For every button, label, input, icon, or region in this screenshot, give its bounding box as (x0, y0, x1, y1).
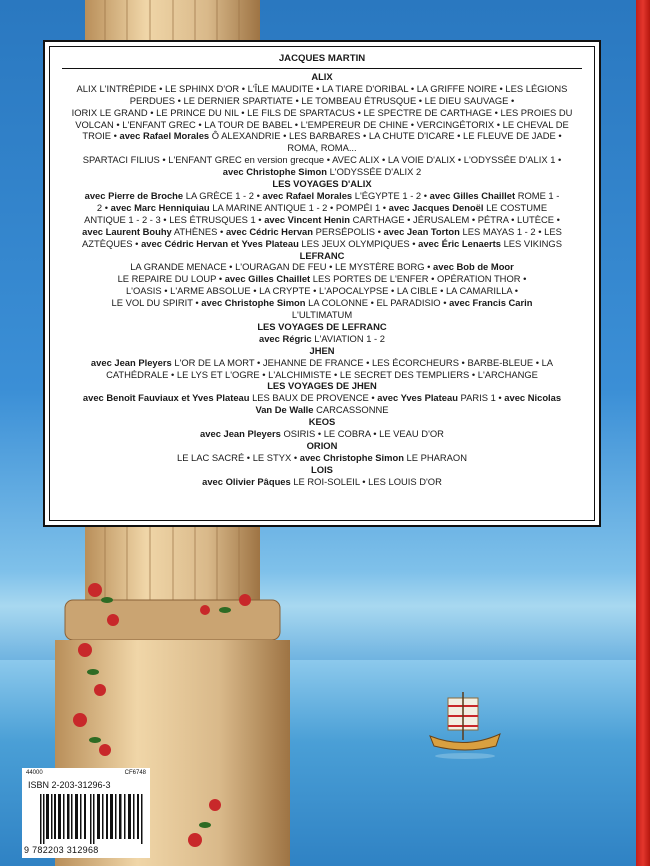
title-line (58, 309, 586, 321)
bibliography-panel (43, 40, 601, 527)
album-titles: LES JEUX OLYMPIQUES • (298, 237, 419, 249)
album-titles: LE ROI-SOLEIL • LES LOUIS D'OR (290, 475, 442, 487)
album-titles: PARIS 1 • (457, 392, 505, 404)
album-titles: PERSÉPOLIS • (312, 225, 384, 237)
red-spine (636, 0, 650, 866)
album-titles: L'ÉGYPTE 1 - 2 • (352, 189, 430, 201)
series-heading: JHEN (309, 344, 335, 356)
series-heading: LEFRANC (299, 249, 345, 261)
title-line (58, 333, 586, 345)
collaborator-name: avec Christophe Simon (201, 297, 306, 309)
collaborator-name: avec Yves Plateau (377, 392, 458, 404)
title-line (58, 261, 586, 273)
album-titles: LE COSTUME (483, 201, 548, 213)
series-heading: KEOS (308, 416, 336, 428)
barcode-code-right: CF6748 (124, 770, 146, 776)
ship-illustration (420, 690, 510, 770)
collaborator-name: avec Olivier Pâques (202, 475, 291, 487)
album-titles: LE PHARAON (403, 451, 467, 463)
title-line (58, 452, 586, 464)
collaborator-name: avec Cédric Hervan et Yves Plateau (141, 237, 299, 249)
collaborator-name: avec Francis Carin (449, 297, 533, 309)
title-line (58, 357, 586, 369)
collaborator-name: avec Christophe Simon (222, 166, 327, 178)
album-titles: Ô ALEXANDRIE • LES BARBARES • LA CHUTE D'ICARE • LE FLEUVE DE JADE • (209, 130, 562, 142)
album-titles: ANTIQUE 1 - 2 - 3 • LES ÉTRUSQUES 1 • (84, 213, 265, 225)
album-titles: CATHÉDRALE • LE LYS ET L'OGRE • L'ALCHIMISTE • LE SECRET DES TEMPLIERS • L'ARCHANGE (106, 368, 538, 380)
album-titles: 2 • (96, 201, 111, 213)
divider (62, 68, 582, 69)
collaborator-name: avec Régric (259, 332, 312, 344)
album-titles: AZTÈQUES • (82, 237, 142, 249)
album-titles: LES MAYAS 1 - 2 • LES (459, 225, 562, 237)
collaborator-name: avec Éric Lenaerts (418, 237, 501, 249)
author-name: JACQUES MARTIN (278, 53, 366, 64)
album-titles: ATHÈNES • (171, 225, 226, 237)
collaborator-name: avec Pierre de Broche (84, 189, 184, 201)
album-titles: L'OR DE LA MORT • JEHANNE DE FRANCE • LES ÉCORCHEURS • BARBE-BLEUE • LA (171, 356, 554, 368)
album-titles: LA COLONNE • EL PARADISIO • (305, 297, 450, 309)
title-line (58, 285, 586, 297)
album-titles: LE LAC SACRÉ • LE STYX • (176, 451, 300, 463)
title-line (58, 297, 586, 309)
album-titles: L'ODYSSÉE D'ALIX 2 (326, 166, 422, 178)
title-line (58, 154, 586, 166)
series-list (58, 71, 586, 488)
collaborator-name: avec Jacques Denoël (388, 201, 484, 213)
album-titles: LES VIKINGS (500, 237, 562, 249)
album-titles: LA GRÈCE 1 - 2 • (183, 189, 263, 201)
collaborator-name: avec Gilles Chaillet (224, 273, 311, 285)
album-titles: ROME 1 - (515, 189, 560, 201)
album-titles: OSIRIS • LE COBRA • LE VEAU D'OR (280, 428, 444, 440)
barcode-code-left: 44000 (26, 770, 43, 776)
collaborator-name: avec Bob de Moor (433, 261, 514, 273)
collaborator-name: avec Nicolas (504, 392, 562, 404)
album-titles: ROMA, ROMA... (287, 142, 357, 154)
title-line (58, 95, 586, 107)
bibliography-inner (49, 46, 595, 521)
album-titles: LE VOL DU SPIRIT • (111, 297, 202, 309)
collaborator-name: avec Jean Pleyers (200, 428, 281, 440)
title-line (58, 214, 586, 226)
collaborator-name: avec Christophe Simon (299, 451, 404, 463)
album-titles: L'OASIS • L'ARME ABSOLUE • LA CRYPTE • L'APOCALYPSE • LA CIBLE • LA CAMARILLA • (125, 285, 519, 297)
collaborator-name: avec Gilles Chaillet (429, 189, 516, 201)
collaborator-name: Van De Walle (255, 404, 314, 416)
collaborator-name: avec Marc Henniquiau (110, 201, 210, 213)
series-heading: LES VOYAGES DE JHEN (267, 380, 377, 392)
title-line (58, 273, 586, 285)
collaborator-name: avec Jean Pleyers (90, 356, 172, 368)
album-titles: SPARTACI FILIUS • L'ENFANT GREC en version grecque • AVEC ALIX • LA VOIE D'ALIX • L'ODYSSÉE D'ALIX 1 • (82, 154, 562, 166)
barcode-block (22, 768, 150, 858)
album-titles: PERDUES • LE DERNIER SPARTIATE • LE TOMBEAU ÉTRUSQUE • LE DIEU SAUVAGE • (129, 94, 515, 106)
isbn-text: ISBN 2-203-31296-3 (28, 780, 111, 790)
title-line (58, 476, 586, 488)
title-line (58, 83, 586, 95)
title-line (58, 166, 586, 178)
album-titles: LES BAUX DE PROVENCE • (249, 392, 378, 404)
title-line (58, 130, 586, 142)
series-heading: LOIS (311, 463, 333, 475)
title-line (58, 107, 586, 119)
album-titles: LA MARINE ANTIQUE 1 - 2 • POMPÉI 1 • (209, 201, 389, 213)
collaborator-name: avec Benoît Fauviaux et Yves Plateau (82, 392, 250, 404)
title-line (58, 226, 586, 238)
barcode-number: 9 782203 312968 (24, 845, 99, 855)
series-heading: ALIX (311, 70, 333, 82)
collaborator-name: avec Rafael Morales (262, 189, 353, 201)
title-line (58, 190, 586, 202)
series-heading: LES VOYAGES D'ALIX (272, 178, 372, 190)
series-heading: ORION (306, 440, 338, 451)
collaborator-name: avec Vincent Henin (264, 213, 350, 225)
album-titles: LES PORTES DE L'ENFER • OPÉRATION THOR • (310, 273, 527, 285)
album-titles: ALIX L'INTRÉPIDE • LE SPHINX D'OR • L'ÎLE MAUDITE • LA TIARE D'ORIBAL • LA GRIFFE NOIRE • LES LÉGIONS (76, 82, 568, 94)
album-titles: IORIX LE GRAND • LE PRINCE DU NIL • LE FILS DE SPARTACUS • LE SPECTRE DE CARTHAGE • LES PROIES DU (71, 106, 573, 118)
collaborator-name: avec Rafael Morales (119, 130, 210, 142)
album-titles: CARTHAGE • JÉRUSALEM • PÉTRA • LUTÈCE • (350, 213, 560, 225)
album-titles: LA GRANDE MENACE • L'OURAGAN DE FEU • LE MYSTÈRE BORG • (130, 261, 434, 273)
album-titles: L'AVIATION 1 - 2 (311, 332, 385, 344)
title-line (58, 238, 586, 250)
title-line (58, 428, 586, 440)
title-line (58, 202, 586, 214)
series-heading: LES VOYAGES DE LEFRANC (257, 320, 387, 332)
collaborator-name: avec Laurent Bouhy (82, 225, 172, 237)
album-titles: TROIE • (82, 130, 120, 142)
collaborator-name: avec Jean Torton (383, 225, 460, 237)
collaborator-name: avec Cédric Hervan (225, 225, 313, 237)
title-line (58, 119, 586, 131)
barcode-bars (40, 794, 144, 844)
album-titles: CARCASSONNE (313, 404, 389, 416)
title-line (58, 142, 586, 154)
album-titles: L'ULTIMATUM (291, 309, 353, 321)
title-line (58, 404, 586, 416)
album-titles: LE REPAIRE DU LOUP • (117, 273, 225, 285)
album-titles: VOLCAN • L'ENFANT GREC • LA TOUR DE BABEL • L'EMPEREUR DE CHINE • VERCINGÉTORIX • LE CHEVAL DE (75, 118, 569, 130)
title-line (58, 392, 586, 404)
title-line (58, 369, 586, 381)
